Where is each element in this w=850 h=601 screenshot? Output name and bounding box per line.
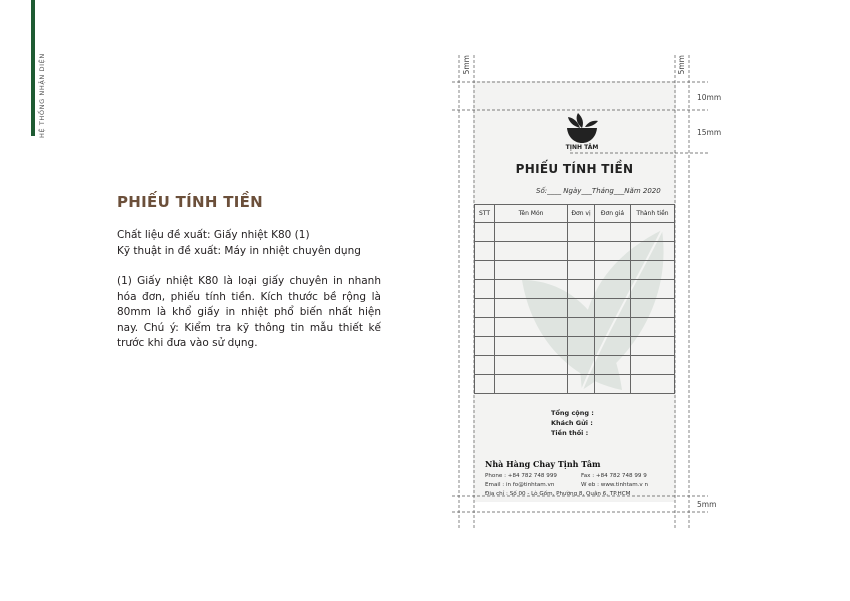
material-spec: Chất liệu đề xuất: Giấy nhiệt K80 (1): [117, 229, 310, 241]
fax-line: Fax : +84 782 748 99 9: [581, 473, 647, 479]
web-line: W eb : www.tinhtam.v n: [581, 482, 649, 488]
dim-right-margin: 5mm: [677, 55, 686, 75]
receipt-title: PHIẾU TÍNH TIỀN: [515, 162, 634, 176]
print-technique-spec: Kỹ thuật in đề xuất: Máy in nhiệt chuyên dụng: [117, 245, 361, 257]
dim-bottom-margin: 5mm: [697, 500, 717, 509]
column-header: STT: [475, 205, 495, 223]
email-line: Email : in fo@tinhtam.vn: [485, 482, 555, 488]
address-line: Địa chỉ : Số 00 - Lò Gốm, Phường 8, Quận 6, TP.HCM: [485, 491, 631, 497]
total-label: Tổng cộng :: [551, 409, 594, 417]
column-header: Đơn giá: [595, 205, 631, 223]
change-label: Tiền thối :: [551, 429, 589, 437]
dim-logo-zone: 15mm: [697, 128, 722, 137]
dim-top-margin: 10mm: [697, 93, 722, 102]
section-label: HỆ THỐNG NHẬN DIỆN: [38, 53, 46, 138]
description-text: (1) Giấy nhiệt K80 là loại giấy chuyên in nhanh hóa đơn, phiếu tính tiền. Kích thước bề rộng là 80mm là khổ giấy in nhiệt phổ biến nhất hiện nay.: [117, 275, 381, 334]
column-header: Đơn vị: [568, 205, 595, 223]
dim-left-margin: 5mm: [462, 55, 471, 75]
paid-label: Khách Gửi :: [551, 419, 593, 427]
column-header: Thành tiền: [631, 205, 675, 223]
restaurant-name: Nhà Hàng Chay Tịnh Tâm: [485, 459, 601, 469]
logo-wordmark: TỊNH TÂM: [565, 144, 599, 151]
note-text: Chú ý: Kiểm tra kỹ thông tin mẫu thiết kế trước khi đưa vào sử dụng.: [117, 321, 381, 349]
column-header: Tên Món: [495, 205, 568, 223]
phone-line: Phone : +84 782 748 999: [485, 473, 557, 479]
page-title: PHIẾU TÍNH TIỀN: [117, 193, 264, 211]
receipt-date-line: Số:____ Ngày___Tháng___Năm 2020: [536, 187, 661, 195]
